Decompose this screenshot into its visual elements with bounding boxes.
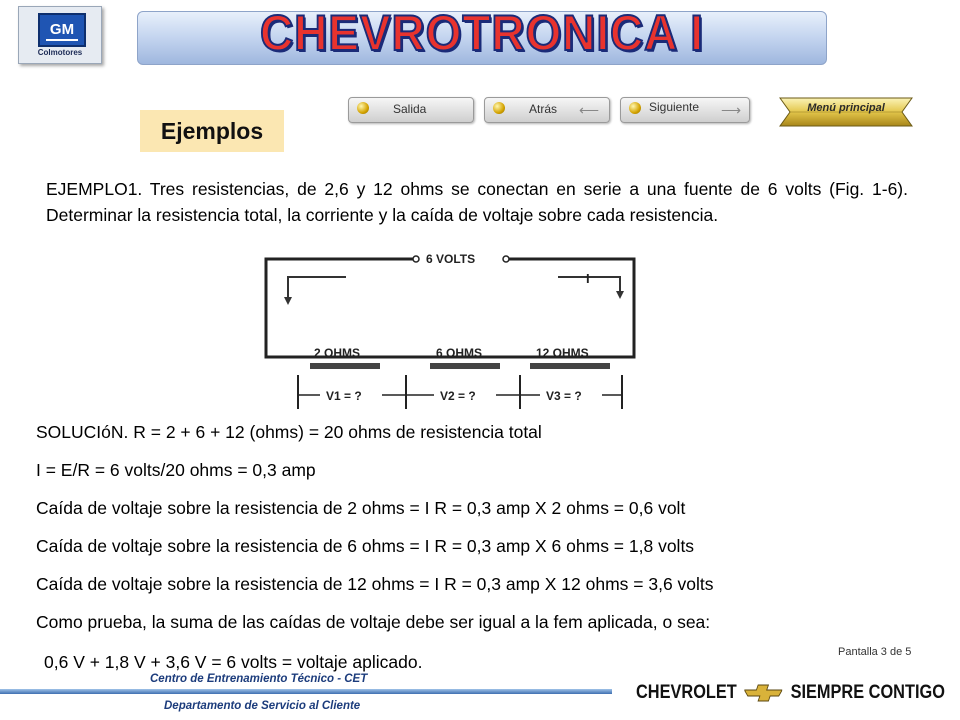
solution-line: SOLUCIóN. R = 2 + 6 + 12 (ohms) = 20 ohms de resistencia total	[36, 422, 542, 442]
gm-badge: GM	[38, 13, 86, 47]
resistor-1	[310, 363, 380, 369]
salida-label: Salida	[393, 102, 427, 116]
atras-button[interactable]	[484, 97, 610, 123]
chevrolet-brand	[636, 682, 945, 704]
solution-line: Caída de voltaje sobre la resistencia de 12 ohms = I R = 0,3 amp X 12 ohms = 3,6 volts	[36, 574, 714, 594]
v2-label: V2 = ?	[440, 389, 476, 403]
v3-label: V3 = ?	[546, 389, 582, 403]
gm-logo	[18, 6, 102, 64]
arrow-left-icon: ⟵	[579, 102, 600, 118]
menu-principal-label: Menú principal	[807, 102, 885, 114]
title-banner	[137, 5, 827, 65]
problem-statement: EJEMPLO1. Tres resistencias, de 2,6 y 12 ohms se conectan en serie a una fuente de 6 volts (Fig. 1-6). Determinar la resistencia total, la corriente y la caída de voltaje sobre cada resistencia.	[46, 179, 908, 225]
solution-line: Como prueba, la suma de las caídas de voltaje debe ser igual a la fem aplicada, o sea:	[36, 612, 711, 632]
bullet-icon	[493, 102, 505, 114]
arrow-right-icon: ⟶	[721, 102, 742, 118]
terminal-right-icon	[503, 256, 509, 262]
current-label: I	[586, 271, 590, 286]
atras-label: Atrás	[529, 102, 558, 116]
source-label: 6 VOLTS	[426, 252, 476, 266]
brand-right: SIEMPRE CONTIGO	[790, 682, 945, 703]
bullet-icon	[629, 102, 641, 114]
solution-line: Caída de voltaje sobre la resistencia de 6 ohms = I R = 0,3 amp X 6 ohms = 1,8 volts	[36, 536, 695, 556]
siguiente-button[interactable]	[620, 97, 750, 123]
resistor-1-label: 2 OHMS	[314, 346, 361, 360]
solution-line: 0,6 V + 1,8 V + 3,6 V = 6 volts = voltaje aplicado.	[44, 652, 423, 672]
gm-subtitle: Colmotores	[37, 48, 83, 57]
page-indicator: Pantalla 3 de 5	[838, 646, 912, 658]
resistor-3	[530, 363, 610, 369]
footer-divider	[0, 689, 612, 694]
salida-button[interactable]	[348, 97, 474, 123]
page-title: CHEVROTRONICA I	[259, 5, 704, 61]
resistor-3-label: 12 OHMS	[536, 346, 589, 360]
siguiente-label: Siguiente	[649, 100, 700, 114]
footer-cet: Centro de Entrenamiento Técnico - CET	[150, 673, 368, 685]
resistor-2-label: 6 OHMS	[436, 346, 483, 360]
terminal-left-icon	[413, 256, 419, 262]
menu-principal-button[interactable]	[776, 96, 916, 130]
section-heading: Ejemplos	[140, 110, 284, 152]
solution-line: Caída de voltaje sobre la resistencia de 2 ohms = I R = 0,3 amp X 2 ohms = 0,6 volt	[36, 498, 686, 518]
circuit-diagram	[258, 245, 638, 413]
brand-left: CHEVROLET	[636, 682, 737, 703]
v1-label: V1 = ?	[326, 389, 362, 403]
footer-department: Departamento de Servicio al Cliente	[164, 700, 361, 712]
resistor-2	[430, 363, 500, 369]
chevrolet-bowtie-icon	[745, 684, 783, 702]
solution-line: I = E/R = 6 volts/20 ohms = 0,3 amp	[36, 460, 316, 480]
bullet-icon	[357, 102, 369, 114]
